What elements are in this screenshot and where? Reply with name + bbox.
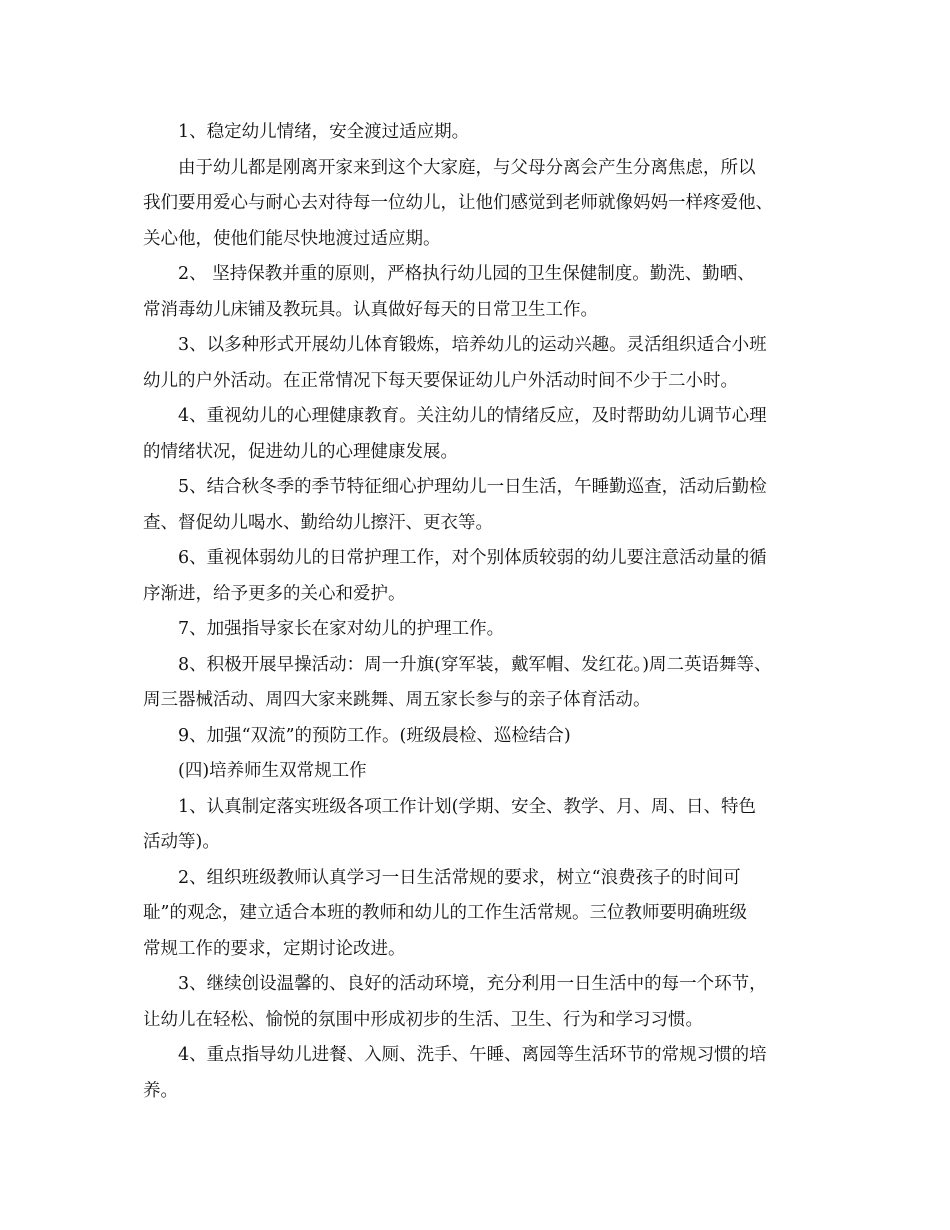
paragraph-line: 2、组织班级教师认真学习一日生活常规的要求，树立“浪费孩子的时间可 bbox=[178, 867, 741, 888]
paragraph-line: 由于幼儿都是刚离开家来到这个大家庭，与父母分离会产生分离焦虑，所以 bbox=[178, 157, 756, 178]
paragraph-line: 1、认真制定落实班级各项工作计划(学期、安全、教学、月、周、日、特色 bbox=[178, 796, 756, 817]
paragraph-line: 3、继续创设温馨的、良好的活动环境，充分利用一日生活中的每一个环节， bbox=[178, 974, 767, 994]
paragraph-line: 序渐进，给予更多的关心和爱护。 bbox=[143, 583, 406, 604]
paragraph-line: 让幼儿在轻松、愉悦的氛围中形成初步的生活、卫生、行为和学习习惯。 bbox=[143, 1009, 703, 1030]
paragraph-line: 3、以多种形式开展幼儿体育锻炼，培养幼儿的运动兴趣。灵活组织适合小班 bbox=[178, 335, 767, 355]
paragraph-line: 2、 坚持保教并重的原则，严格执行幼儿园的卫生保健制度。勤洗、勤晒、 bbox=[178, 264, 755, 284]
paragraph-line: 5、结合秋冬季的季节特征细心护理幼儿一日生活，午睡勤巡查，活动后勤检 bbox=[178, 477, 767, 497]
paragraph-line: 的情绪状况，促进幼儿的心理健康发展。 bbox=[143, 441, 458, 462]
paragraph-line: 4、重视幼儿的心理健康教育。关注幼儿的情绪反应，及时帮助幼儿调节心理 bbox=[178, 406, 767, 426]
paragraph-line: 耻”的观念，建立适合本班的教师和幼儿的工作生活常规。三位教师要明确班级 bbox=[143, 903, 747, 923]
paragraph-line: 4、重点指导幼儿进餐、入厕、洗手、午睡、离园等生活环节的常规习惯的培 bbox=[178, 1045, 767, 1065]
paragraph-line: 常规工作的要求，定期讨论改进。 bbox=[143, 938, 406, 959]
paragraph-line: 查、督促幼儿喝水、勤给幼儿擦汗、更衣等。 bbox=[143, 512, 493, 533]
document-body bbox=[143, 115, 823, 1109]
paragraph-line: 6、重视体弱幼儿的日常护理工作，对个别体质较弱的幼儿要注意活动量的循 bbox=[178, 548, 767, 568]
paragraph-line: 我们要用爱心与耐心去对待每一位幼儿，让他们感觉到老师就像妈妈一样疼爱他、 bbox=[143, 193, 773, 213]
paragraph-line: 9、加强“双流”的预防工作。(班级晨检、巡检结合) bbox=[178, 725, 571, 746]
paragraph-line: 关心他，使他们能尽快地渡过适应期。 bbox=[143, 228, 441, 249]
paragraph-line: 幼儿的户外活动。在正常情况下每天要保证幼儿户外活动时间不少于二小时。 bbox=[143, 370, 738, 391]
paragraph-line: 7、加强指导家长在家对幼儿的护理工作。 bbox=[178, 619, 505, 639]
paragraph-line: 活动等)。 bbox=[143, 832, 220, 852]
paragraph-line: 常消毒幼儿床铺及教玩具。认真做好每天的日常卫生工作。 bbox=[143, 299, 598, 320]
paragraph-line: 1、稳定幼儿情绪，安全渡过适应期。 bbox=[178, 122, 470, 142]
paragraph-line: 养。 bbox=[143, 1080, 178, 1101]
paragraph-line: 周三器械活动、周四大家来跳舞、周五家长参与的亲子体育活动。 bbox=[143, 690, 651, 710]
section-heading: (四)培养师生双常规工作 bbox=[178, 761, 367, 781]
paragraph-line: 8、积极开展早操活动：周一升旗(穿军装，戴军帽、发红花。)周二英语舞等、 bbox=[178, 654, 772, 675]
